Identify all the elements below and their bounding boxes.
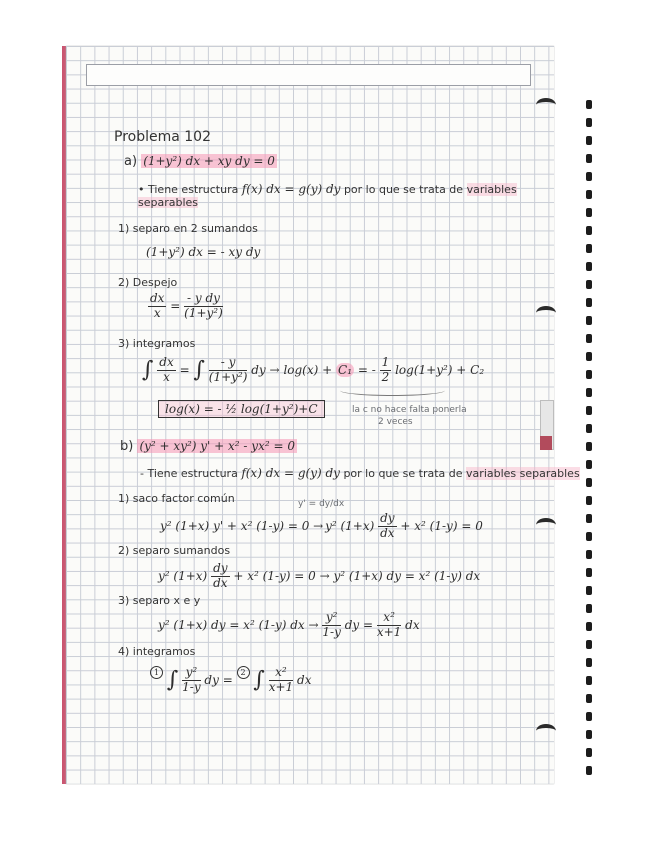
part-a-step2: 2) Despejo (118, 276, 178, 289)
step1-rhs-pre: y² (1+x) (325, 518, 375, 533)
fraction-numerator: x² (269, 666, 293, 681)
equals: = (179, 362, 190, 377)
constant-c1: C₁ (338, 362, 353, 377)
part-b-step1: 1) saco factor común (118, 492, 235, 505)
part-a-heading (124, 155, 277, 168)
fraction-denominator: x (163, 369, 170, 384)
fraction-denominator: (1+y²) (184, 305, 223, 320)
rhs-term: log(1+y²) + C₂ (395, 362, 485, 377)
marker-1: 1 (150, 666, 163, 679)
step4-mid: dy = (204, 672, 233, 687)
fraction-numerator: dx (150, 291, 165, 305)
arrow: → (319, 568, 330, 583)
fraction-numerator: dy (213, 561, 228, 575)
arrow: → (308, 617, 319, 632)
step2-post: + x² (1-y) = 0 (233, 568, 316, 583)
differential: dy (251, 362, 266, 377)
brace-mark (340, 385, 445, 396)
fraction-numerator: y² (182, 666, 200, 681)
fraction-numerator: dy (380, 511, 395, 525)
part-b-step3-eq (158, 611, 420, 640)
part-a-note-post: por lo que se trata de (343, 183, 464, 196)
part-b-label: b) (120, 439, 134, 454)
fraction-numerator: 1 (381, 355, 390, 369)
fraction-numerator: - y dy (184, 292, 223, 307)
page-header-box (86, 64, 531, 86)
binder-ring (536, 98, 556, 112)
arrow: → (269, 362, 280, 377)
part-a-note-hl2: separables (138, 196, 199, 209)
fraction-numerator: x² (377, 611, 401, 626)
part-b-equation: (y² + xy²) y' + x² - yx² = 0 (139, 439, 295, 453)
fraction-denominator: x+1 (376, 624, 402, 639)
page-tab-marker (540, 436, 552, 450)
part-b-step3: 3) separo x e y (118, 594, 201, 607)
side-note-2: 2 veces (378, 417, 413, 427)
binder-ring (536, 518, 556, 532)
fraction-denominator: dx (213, 575, 228, 590)
binder-ring (536, 724, 556, 738)
fraction-numerator: - y (209, 356, 248, 371)
side-note-1: la c no hace falta ponerla (352, 405, 467, 415)
binder-ring (536, 306, 556, 320)
part-b-step2-eq (158, 562, 480, 591)
step3-mid: dy = (344, 617, 374, 632)
step3-dx: dx (405, 617, 420, 632)
part-a-step3-eq (142, 356, 484, 385)
part-a-result: log(x) = - ½ log(1+y²)+C (158, 400, 325, 418)
part-a-note-hl1: variables (466, 183, 517, 196)
fraction-numerator: y² (322, 611, 340, 626)
part-a-note-eq: f(x) dx = g(y) dy (241, 182, 341, 196)
integral-sign: ∫ (253, 667, 265, 693)
integral-sign: ∫ (166, 667, 179, 693)
fraction-denominator: x+1 (268, 679, 294, 694)
part-b-step1-eq (160, 512, 483, 541)
part-a-note (138, 183, 517, 195)
part-b-step4-eq (150, 666, 311, 695)
step1-rhs-post: + x² (1-y) = 0 (400, 518, 483, 533)
part-b-step4: 4) integramos (118, 645, 196, 658)
part-a-step2-eq: $\frac{dx}{x}$ = $\frac{\text{- y dy}}{\text{(1+y²)}}$ (150, 291, 223, 320)
fraction-denominator: x (153, 305, 161, 320)
part-a-step1: 1) separo en 2 sumandos (118, 222, 258, 235)
integral-sign: ∫ (193, 357, 205, 383)
part-b-heading (120, 440, 297, 453)
part-b-step2: 2) separo sumandos (118, 544, 231, 557)
step3-lhs: y² (1+x) dy = x² (1-y) dx (158, 617, 305, 632)
problem-title: Problema 102 (114, 129, 211, 145)
part-b-note-eq: f(x) dx = g(y) dy (241, 466, 340, 480)
fraction-denominator: 1-y (322, 624, 341, 639)
fraction-denominator: 2 (381, 369, 390, 384)
part-b-note (140, 467, 580, 479)
part-a-label: a) (124, 154, 138, 169)
part-a-note-pre: • Tiene estructura (138, 183, 239, 196)
fraction-denominator: dx (380, 525, 395, 540)
fraction-denominator: 1-y (182, 679, 201, 694)
integral-sign: ∫ (142, 357, 154, 383)
fraction-denominator: (1+y²) (208, 369, 248, 384)
part-a-step1-eq: (1+y²) dx = - xy dy (146, 245, 261, 259)
part-a-equation: (1+y²) dx + xy dy = 0 (143, 154, 275, 168)
step2-pre: y² (1+x) (158, 568, 208, 583)
fraction-numerator: dx (159, 355, 174, 369)
step4-dx: dx (297, 672, 312, 687)
step2-rhs: y² (1+x) dy = x² (1-y) dx (333, 568, 481, 583)
part-b-step1-sub: y' = dy/dx (298, 499, 345, 509)
equals-minus: = - (357, 362, 376, 377)
part-a-step3: 3) integramos (118, 337, 196, 350)
part-b-note-pre: - Tiene estructura (140, 467, 238, 480)
part-b-note-hl: variables separables (466, 467, 580, 480)
step1-lhs: y² (1+x) y' + x² (1-y) = 0 (160, 518, 310, 533)
part-b-note-post: por lo que se trata de (343, 467, 463, 480)
arrow: → (313, 518, 322, 533)
marker-2: 2 (237, 666, 250, 679)
log-term: log(x) + (283, 362, 333, 377)
